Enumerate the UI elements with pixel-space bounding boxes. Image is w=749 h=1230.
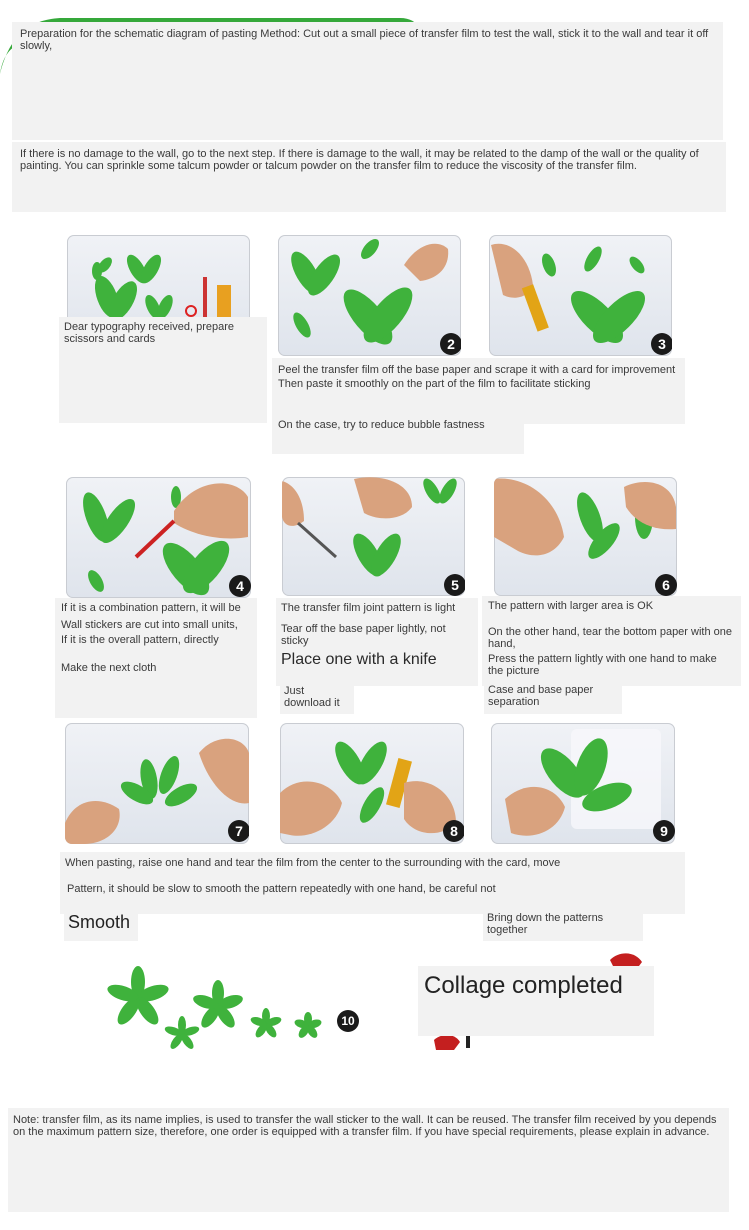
step4-number-badge: 4 bbox=[229, 575, 251, 597]
step4-caption-b: Wall stickers are cut into small units, bbox=[61, 619, 238, 631]
step789-caption-box bbox=[60, 852, 685, 914]
step5-caption-c: Place one with a knife bbox=[281, 651, 437, 668]
step5-caption-d-box bbox=[280, 684, 354, 714]
damage-text-box bbox=[12, 142, 726, 212]
step2-3-caption-b: Then paste it smoothly on the part of the film to facilitate sticking bbox=[278, 378, 591, 390]
scrape-wall-icon bbox=[280, 723, 464, 844]
scrape-card-icon bbox=[489, 235, 672, 356]
preparation-text: Preparation for the schematic diagram of pasting Method: Cut out a small piece of transfer film to test the wall, stick it to the wall and tear it off slowly, bbox=[20, 28, 709, 52]
step1-caption-box bbox=[59, 317, 267, 423]
step789-caption-d-box bbox=[483, 911, 643, 941]
preparation-text-box bbox=[12, 22, 723, 140]
step6-caption-c: Press the pattern lightly with one hand to make the picture bbox=[488, 653, 717, 677]
step5-caption-box bbox=[276, 598, 478, 686]
step7-photo bbox=[65, 723, 249, 844]
note-text: Note: transfer film, as its name implies, is used to transfer the wall sticker to the wall. It can be reused. The transfer film received by you depends on the maximum pattern size, therefore, one order is equipped with a transfer film. If you have special requirements, please explain in advance. bbox=[13, 1114, 717, 1138]
step9-photo bbox=[491, 723, 675, 844]
step6-caption-a: The pattern with larger area is OK bbox=[488, 600, 654, 612]
step2-3-caption-a: Peel the transfer film off the base paper and scrape it with a card for improvement bbox=[278, 364, 676, 376]
completed-box bbox=[418, 966, 654, 1036]
step3-photo bbox=[489, 235, 672, 356]
step4-caption-d: Make the next cloth bbox=[61, 662, 157, 674]
completed-flowers bbox=[98, 958, 368, 1058]
step8-number-badge: 8 bbox=[443, 820, 464, 842]
step789-caption-d: Bring down the patterns together bbox=[487, 912, 604, 936]
step4-photo bbox=[66, 477, 251, 598]
step789-caption-b: Pattern, it should be slow to smooth the pattern repeatedly with one hand, be careful not bbox=[67, 883, 496, 895]
step6-number-badge: 6 bbox=[655, 574, 677, 596]
tear-base-icon bbox=[494, 477, 677, 596]
cut-scissors-icon bbox=[66, 477, 251, 598]
note-box bbox=[8, 1108, 729, 1212]
step789-caption-c-box bbox=[64, 911, 138, 941]
press-pattern-icon bbox=[65, 723, 249, 844]
step6-caption-d: Case and base paper separation bbox=[488, 684, 594, 708]
damage-text: If there is no damage to the wall, go to the next step. If there is damage to the wall, it may be related to the damp of the wall or the quality of painting. You can sprinkle some talcum powder or talcum powder on the transfer film to reduce the viscosity of the transfer film. bbox=[20, 148, 699, 172]
step4-caption-box bbox=[55, 598, 257, 718]
completed-label: Collage completed bbox=[424, 972, 623, 999]
step6-caption-b: On the other hand, tear the bottom paper with one hand, bbox=[488, 626, 732, 650]
step7-number-badge: 7 bbox=[228, 820, 249, 842]
step4-caption-a: If it is a combination pattern, it will be bbox=[61, 602, 241, 614]
step5-caption-d: Just download it bbox=[284, 685, 340, 709]
step2-number-badge: 2 bbox=[440, 333, 461, 355]
step3-number-badge: 3 bbox=[651, 333, 672, 355]
step4-caption-c: If it is the overall pattern, directly bbox=[61, 634, 219, 646]
step5-caption-a: The transfer film joint pattern is light bbox=[281, 602, 456, 614]
completed-flowers-icon bbox=[98, 958, 368, 1058]
step6-photo bbox=[494, 477, 677, 596]
peel-film-icon bbox=[278, 235, 461, 356]
step6-caption-d-box bbox=[484, 684, 622, 714]
step5-photo bbox=[282, 477, 465, 596]
step2-3-caption-c-box bbox=[272, 414, 524, 454]
tear-film-icon bbox=[491, 723, 675, 844]
step1-caption: Dear typography received, prepare scissors and cards bbox=[64, 321, 234, 345]
step2-3-caption-c: On the case, try to reduce bubble fastness bbox=[278, 419, 485, 431]
knife-cut-icon bbox=[282, 477, 465, 596]
step789-caption-a: When pasting, raise one hand and tear the film from the center to the surrounding with the card, move bbox=[65, 857, 561, 869]
step5-number-badge: 5 bbox=[444, 574, 465, 596]
step8-photo bbox=[280, 723, 464, 844]
step5-caption-b: Tear off the base paper lightly, not sticky bbox=[281, 623, 446, 647]
step9-number-badge: 9 bbox=[653, 820, 675, 842]
step6-caption-box bbox=[482, 596, 741, 686]
step10-number-badge: 10 bbox=[337, 1010, 359, 1032]
step2-photo bbox=[278, 235, 461, 356]
step789-caption-c: Smooth bbox=[68, 912, 131, 932]
